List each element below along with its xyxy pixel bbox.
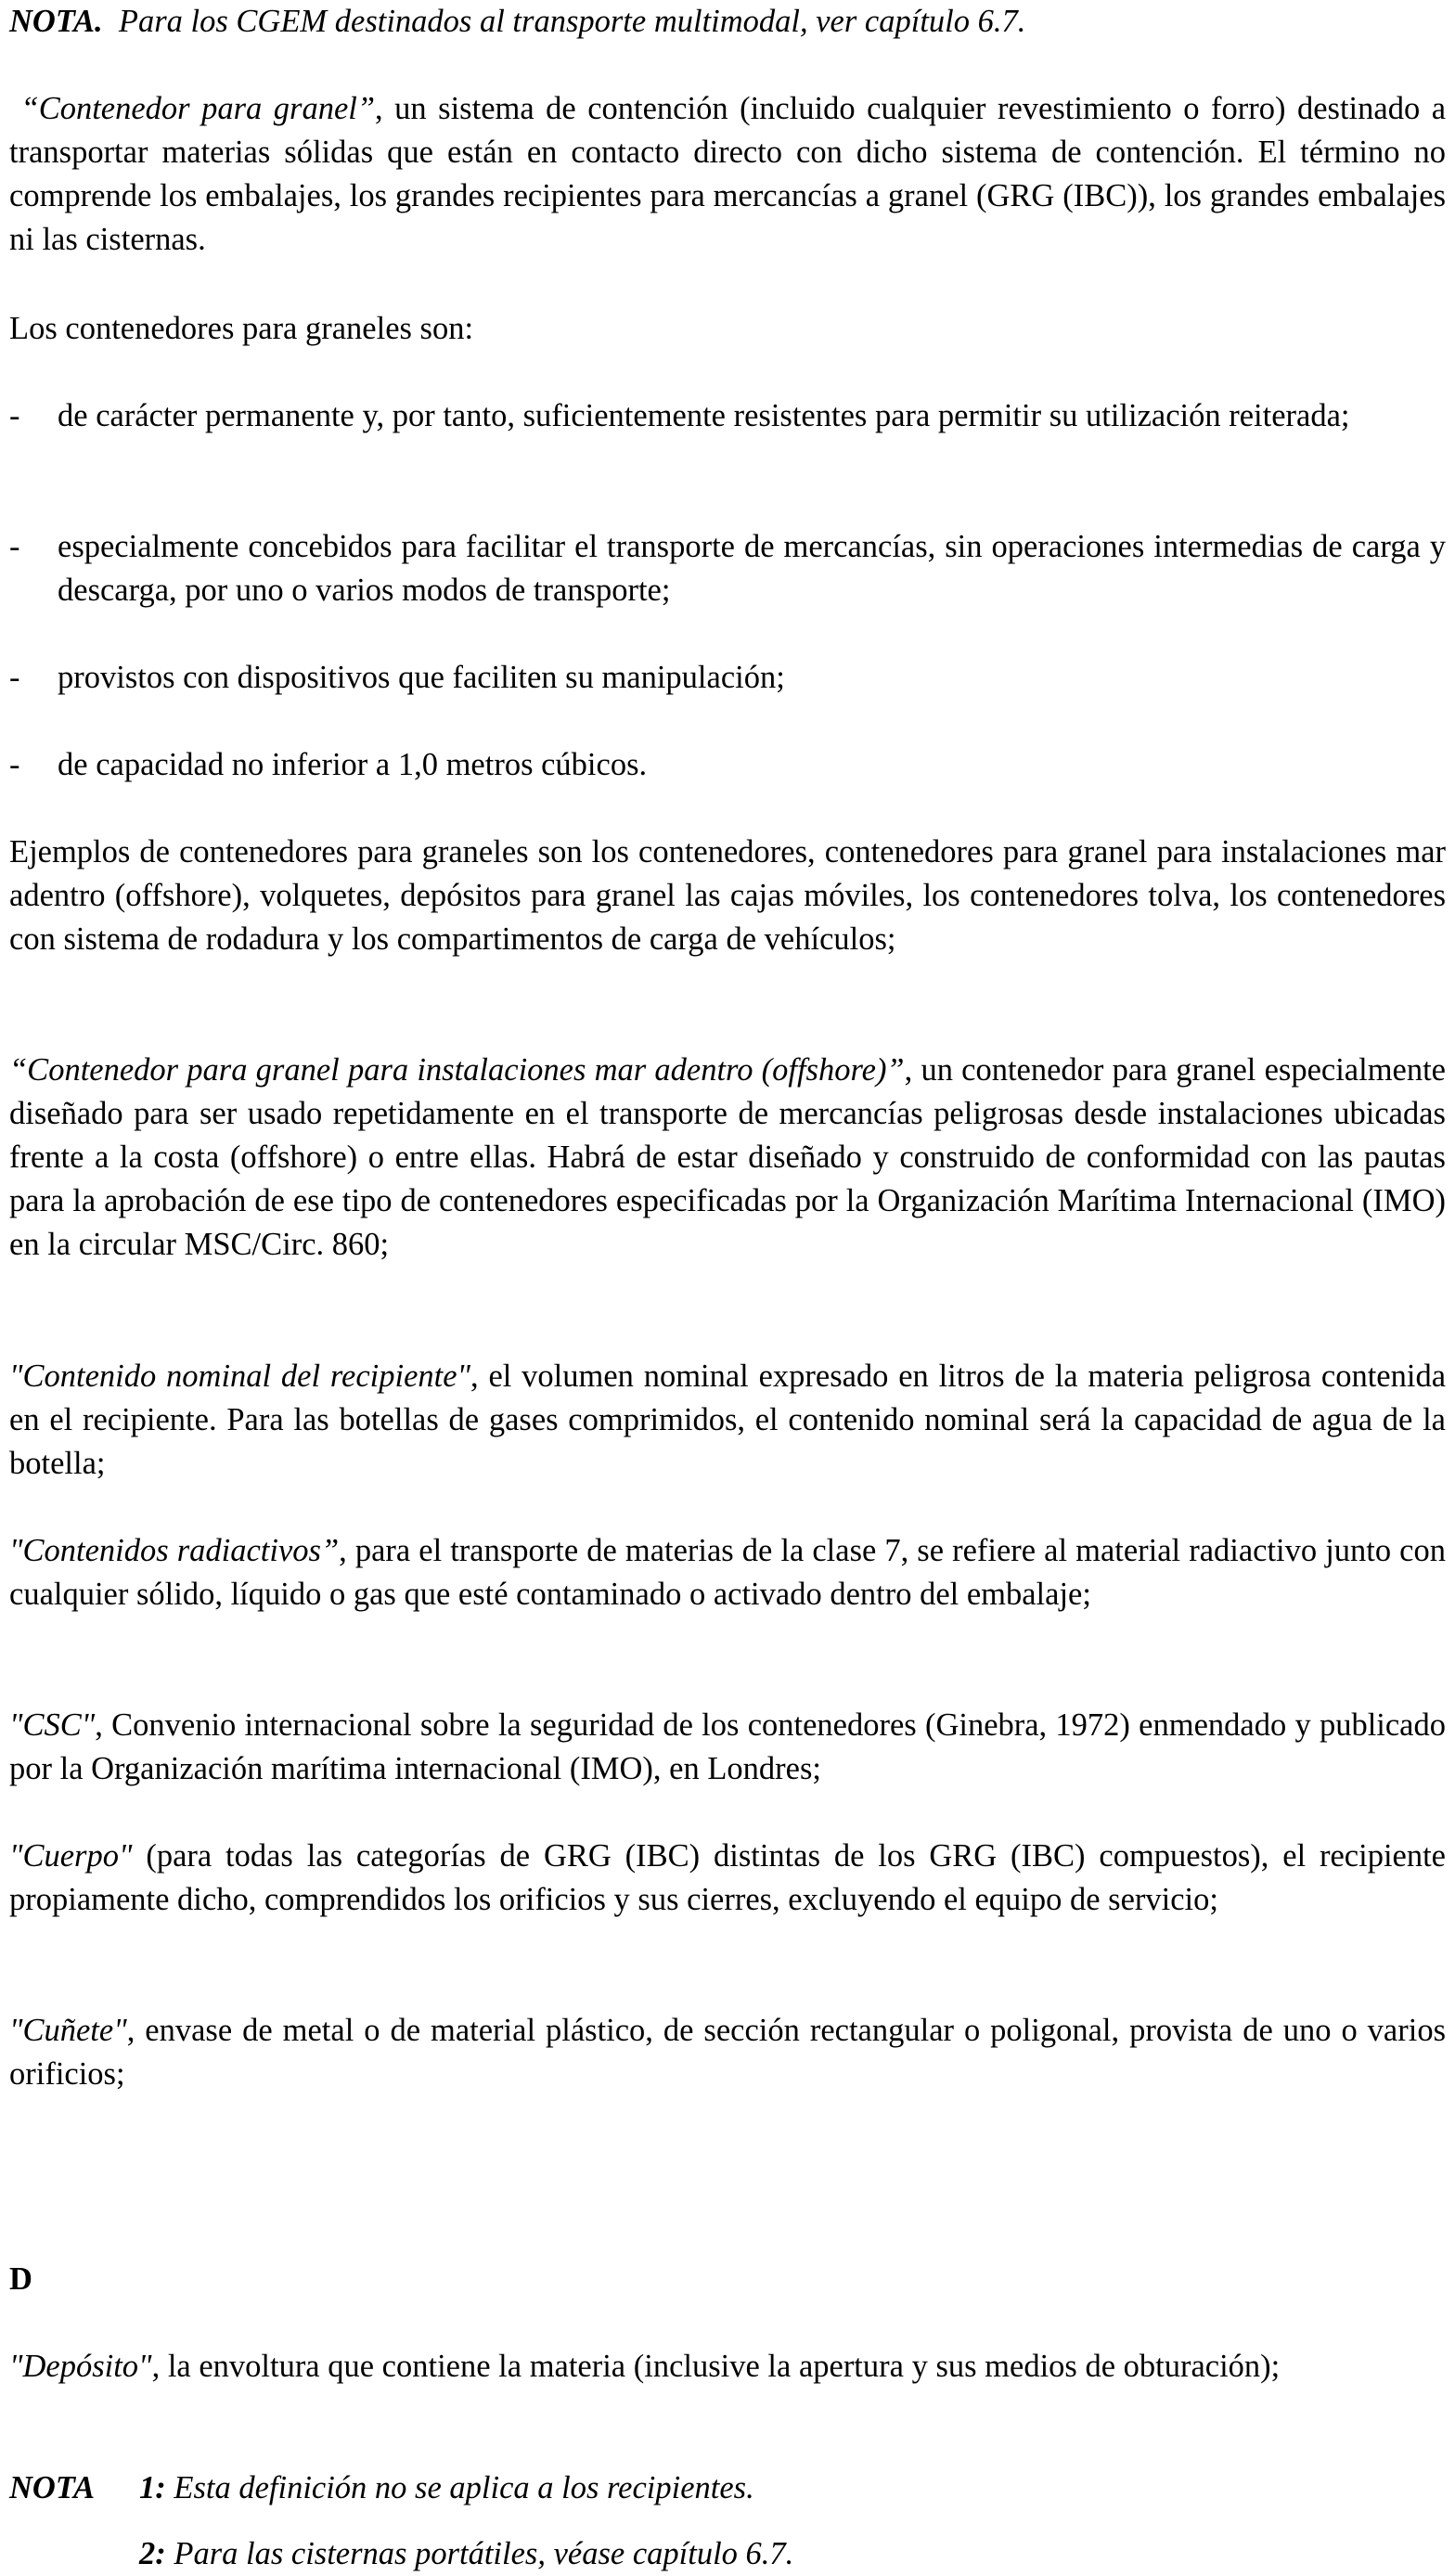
list-intro: Los contenedores para graneles son:	[9, 311, 474, 346]
definition-text: , la envoltura que contiene la materia (inclusive la apertura y sus medios de obturación);	[151, 2349, 1281, 2384]
definition-contenido-nominal	[9, 1355, 1446, 1486]
list-item	[9, 525, 1446, 612]
list-dash: -	[9, 747, 20, 782]
definition-contenedor-granel	[9, 87, 1446, 262]
definition-offshore	[9, 1049, 1446, 1267]
definition-term: "Contenido nominal del recipiente"	[9, 1359, 471, 1394]
definition-csc	[9, 1704, 1446, 1791]
definition-text: , un sistema de contención (incluido cualquier revestimiento o forro) destinado a transportar materias sólidas que están en contacto directo con dicho sistema de contención. El término no comprende los embalajes, los grandes recipientes para mercancías a granel (GRG (IBC)), los grandes embalajes ni las cisternas.	[9, 91, 1447, 257]
list-item-text: especialmente concebidos para facilitar el transporte de mercancías, sin operaciones intermedias de carga y descarga, por uno o varios modos de transporte;	[58, 529, 1446, 608]
list-item	[9, 394, 1446, 438]
definition-term: "Contenidos radiactivos”	[9, 1533, 340, 1568]
definition-term: "CSC"	[9, 1707, 96, 1743]
section-heading: D	[9, 2261, 32, 2297]
list-item	[9, 656, 1446, 700]
ejemplos-paragraph: Ejemplos de contenedores para graneles son los contenedores, contenedores para granel para instalaciones mar adentro (offshore), volquetes, depósitos para granel las cajas móviles, los contenedores tolva, los contenedores con sistema de rodadura y los compartimentos de carga de vehículos;	[9, 834, 1446, 957]
nota-text: Para las cisternas portátiles, véase capítulo 6.7.	[174, 2536, 794, 2571]
nota-top-label: NOTA.	[9, 4, 103, 39]
definition-text: , un contenedor para granel especialmente diseñado para ser usado repetidamente en el transporte de mercancías peligrosas desde instalaciones ubicadas frente a la costa (offshore) o entre ellas. Habrá de estar diseñado y construido de conformidad con las pautas para la aprobación de ese tipo de contenedores especificadas por la Organización Marítima Internacional (IMO) en la circular MSC/Circ. 860;	[9, 1052, 1446, 1262]
definition-cuerpo	[9, 1835, 1446, 1922]
nota-top	[9, 0, 1446, 44]
nota-bottom-line	[139, 2467, 754, 2510]
definition-text: , Convenio internacional sobre la seguridad de los contenedores (Ginebra, 1972) enmendado y publicado por la Organización marítima internacional (IMO), en Londres;	[9, 1707, 1446, 1786]
list-item	[9, 743, 1446, 787]
nota-text: Esta definición no se aplica a los recipientes.	[174, 2470, 754, 2505]
nota-number: 1:	[139, 2470, 166, 2505]
nota-bottom-item	[9, 2532, 1446, 2576]
definition-cunete	[9, 2009, 1446, 2096]
nota-number: 2:	[139, 2536, 166, 2571]
definition-text: , envase de metal o de material plástico, de sección rectangular o poligonal, provista de uno o varios orificios;	[9, 2013, 1446, 2092]
definition-text: , el volumen nominal expresado en litros de la materia peligrosa contenida en el recipiente. Para las botellas de gases comprimidos, el contenido nominal será la capacidad de agua de la botella;	[9, 1359, 1447, 1481]
list-item-text: de capacidad no inferior a 1,0 metros cúbicos.	[58, 747, 648, 782]
list-item-text: provistos con dispositivos que faciliten su manipulación;	[58, 660, 785, 695]
nota-top-text: Para los CGEM destinados al transporte multimodal, ver capítulo 6.7.	[118, 4, 1026, 39]
definition-term: "Cuerpo"	[9, 1838, 133, 1874]
definition-term: "Cuñete"	[9, 2013, 127, 2048]
definition-term: "Depósito"	[9, 2349, 152, 2384]
definition-term: “Contenedor para granel para instalaciones mar adentro (offshore)”	[9, 1052, 905, 1088]
definition-text: (para todas las categorías de GRG (IBC) distintas de los GRG (IBC) compuestos), el recipiente propiamente dicho, comprendidos los orificios y sus cierres, excluyendo el equipo de servicio;	[9, 1838, 1446, 1917]
definition-deposito	[9, 2345, 1446, 2389]
nota-bottom-item	[9, 2467, 1446, 2510]
definition-text: , para el transporte de materias de la clase 7, se refiere al material radiactivo junto con cualquier sólido, líquido o gas que esté contaminado o activado dentro del embalaje;	[9, 1533, 1446, 1612]
list-item-text: de carácter permanente y, por tanto, suficientemente resistentes para permitir su utilización reiterada;	[58, 398, 1350, 433]
list-dash: -	[9, 398, 20, 433]
nota-bottom-line	[139, 2532, 793, 2576]
list-dash: -	[9, 660, 20, 695]
definition-term: “Contenedor para granel”	[20, 91, 376, 126]
definition-contenidos-radiactivos	[9, 1529, 1446, 1616]
nota-bottom-label: NOTA	[9, 2470, 96, 2505]
list-dash: -	[9, 529, 20, 564]
